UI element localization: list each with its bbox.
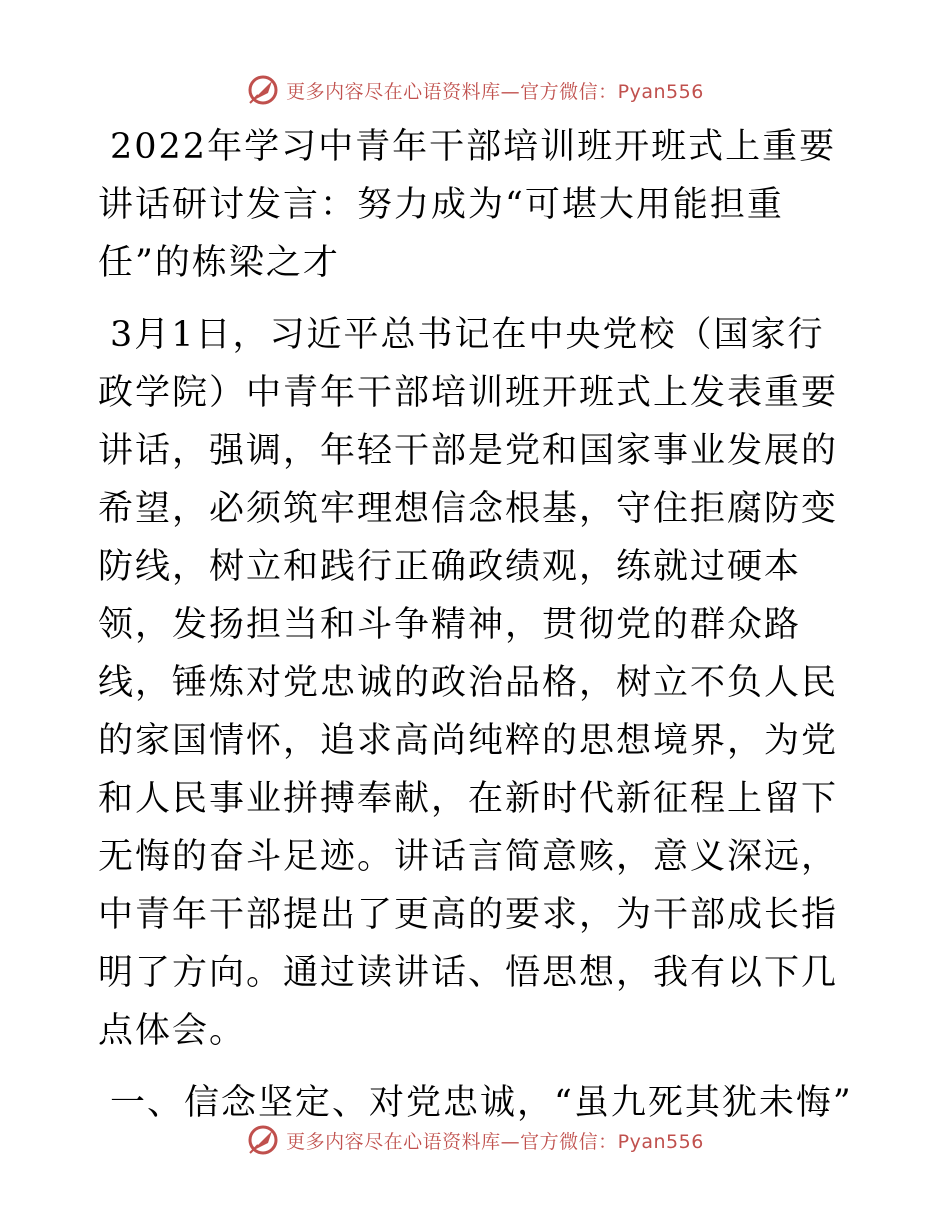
header-watermark-banner — [0, 70, 950, 110]
banner-text: 更多内容尽在心语资料库—官方微信： — [286, 1130, 618, 1153]
quill-circle-logo-icon — [246, 1123, 280, 1157]
banner-text: 更多内容尽在心语资料库—官方微信： — [286, 80, 618, 103]
quill-circle-logo-icon — [246, 73, 280, 107]
banner-handle: Pyan556 — [617, 1130, 704, 1153]
section-heading: 一、信念坚定、对党忠诚，“虽九死其犹未悔” — [110, 1083, 853, 1123]
footer-watermark-banner — [0, 1120, 950, 1160]
document-body — [98, 118, 856, 1132]
banner-handle: Pyan556 — [617, 80, 704, 103]
body-paragraph: 3月1日，习近平总书记在中央党校（国家行政学院）中青年干部培训班开班式上发表重要讲话，强调，年轻干部是党和国家事业发展的希望，必须筑牢理想信念根基，守住拒腐防变防线，树立和践行正确政绩观，练就过硬本领，发扬担当和斗争精神，贯彻党的群众路线，锤炼对党忠诚的政治品格，树立不负人民的家国情怀，追求高尚纯粹的思想境界，为党和人民事业拼搏奉献，在新时代新征程上留下无悔的奋斗足迹。讲话言简意赅，意义深远，中青年干部提出了更高的要求，为干部成长指明了方向。通过读讲话、悟思想，我有以下几点体会。 — [98, 315, 839, 1051]
document-title: 2022年学习中青年干部培训班开班式上重要讲话研讨发言：努力成为“可堪大用能担重任”的栋梁之才 — [98, 127, 837, 283]
